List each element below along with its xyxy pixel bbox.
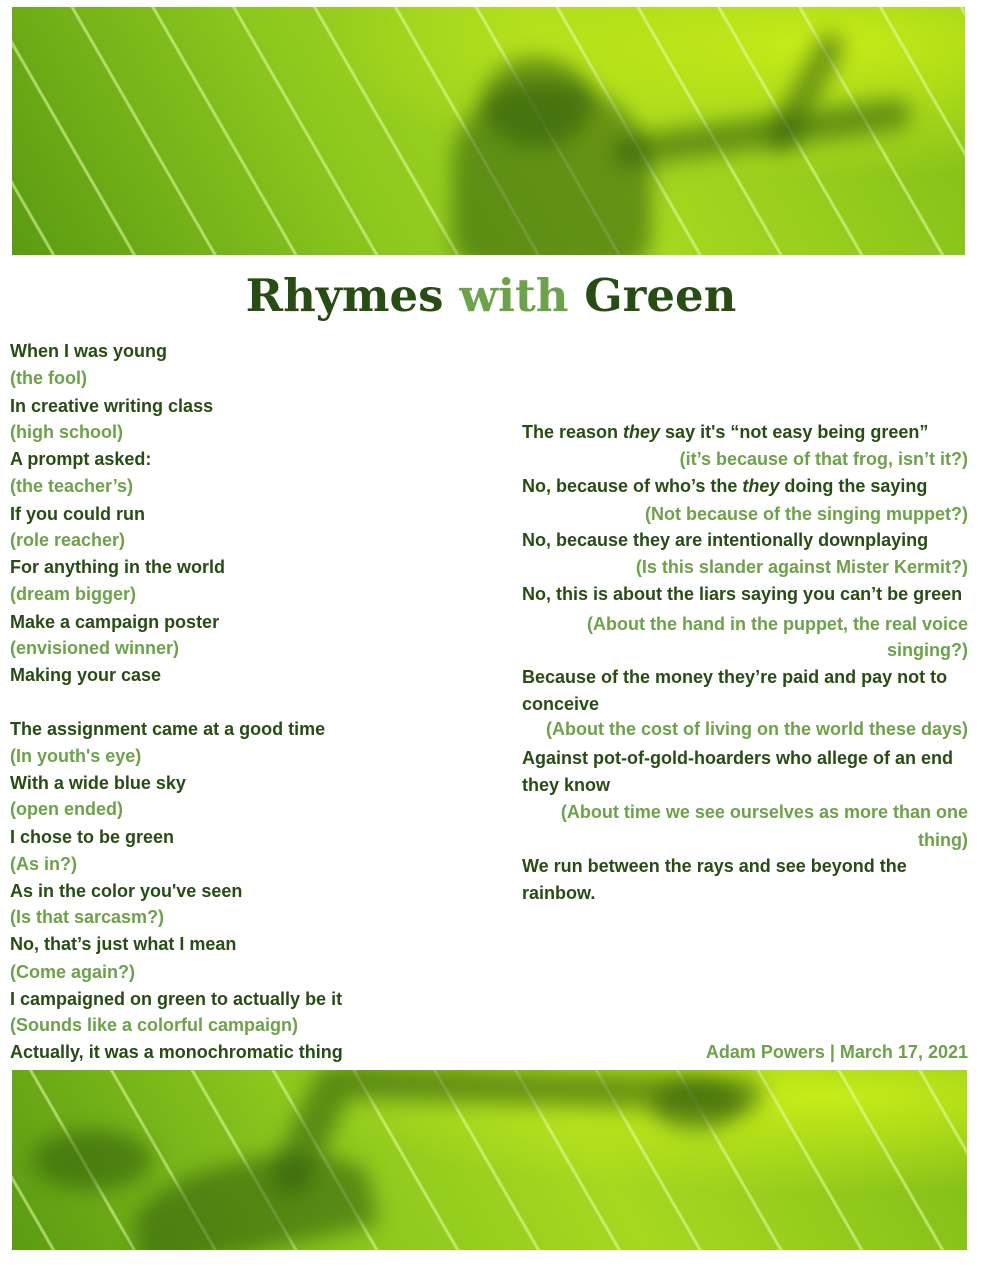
poem-aside: (the teacher’s) (10, 476, 134, 496)
poem-aside: (As in?) (10, 854, 77, 874)
poem-aside: (About the cost of living on the world these days) (545, 719, 968, 739)
poem-line: No, because they are intentionally downplaying (522, 530, 929, 550)
poem-line: A prompt asked: (10, 449, 152, 469)
emphasis-they: they (742, 476, 780, 496)
poem-line: In creative writing class (10, 396, 214, 416)
poem-line: As in the color you've seen (10, 881, 243, 901)
poem-line: We run between the rays and see beyond the rainbow. (522, 856, 907, 903)
frog-shadow-head (482, 57, 592, 147)
poem-aside: (it’s because of that frog, isn’t it?) (679, 449, 968, 469)
line-text: No, because of who’s the (522, 476, 743, 496)
poem-line: Against pot-of-gold-hoarders who allege of an end they know (522, 748, 953, 795)
line-text: say it's “not easy being green” (660, 422, 929, 442)
poem-line: Making your case (10, 665, 162, 685)
poem-aside: (the fool) (10, 368, 87, 388)
frog-shadow-arm (611, 96, 913, 169)
poem-line: Actually, it was a monochromatic thing (10, 1042, 343, 1062)
poem-line: Make a campaign poster (10, 612, 220, 632)
poem-aside: (Is this slander against Mister Kermit?) (635, 557, 968, 577)
poem-line: No, that’s just what I mean (10, 934, 237, 954)
title-word-with: with (459, 269, 569, 322)
poem-aside: (Not because of the singing muppet?) (645, 504, 968, 524)
poem-line (522, 421, 928, 443)
poem-line: If you could run (10, 504, 145, 524)
title-word-green: Green (584, 269, 737, 322)
poem-line: With a wide blue sky (10, 773, 186, 793)
poem-aside: (envisioned winner) (10, 638, 180, 658)
poem-aside: (open ended) (10, 799, 123, 819)
poem-aside: (dream bigger) (10, 584, 137, 604)
poem-line (522, 475, 927, 497)
poem-aside: (About time we see ourselves as more than one thing) (560, 802, 968, 850)
poem-line: I campaigned on green to actually be it (10, 989, 343, 1009)
author-byline: Adam Powers | March 17, 2021 (705, 1042, 968, 1062)
poem-aside: (Sounds like a colorful campaign) (10, 1015, 299, 1035)
poem-line: I chose to be green (10, 827, 175, 847)
line-text: The reason (522, 422, 624, 442)
poem-aside: (role reacher) (10, 530, 126, 550)
poem-aside: (About the hand in the puppet, the real voice singing?) (586, 614, 968, 660)
poem-line: No, this is about the liars saying you can’t be green (522, 584, 963, 604)
line-text: doing the saying (779, 476, 928, 496)
emphasis-they: they (623, 422, 661, 442)
shadow-tip (652, 1080, 742, 1130)
poem-line: For anything in the world (10, 557, 225, 577)
poem-line: The assignment came at a good time (10, 719, 326, 739)
poem-line: Because of the money they’re paid and pay not to conceive (522, 667, 948, 714)
poem-title (0, 268, 982, 324)
poem-aside: (In youth's eye) (10, 746, 142, 766)
shadow-blob (125, 1136, 378, 1250)
bottom-leaf-banner (12, 1070, 967, 1250)
poem-aside: (Come again?) (10, 962, 136, 982)
poem-aside: (high school) (10, 422, 123, 442)
poem-aside: (Is that sarcasm?) (10, 907, 165, 927)
shadow-blob (32, 1130, 152, 1190)
title-word-rhymes: Rhymes (245, 269, 444, 322)
top-leaf-banner (12, 7, 965, 255)
poem-line: When I was young (10, 341, 168, 361)
